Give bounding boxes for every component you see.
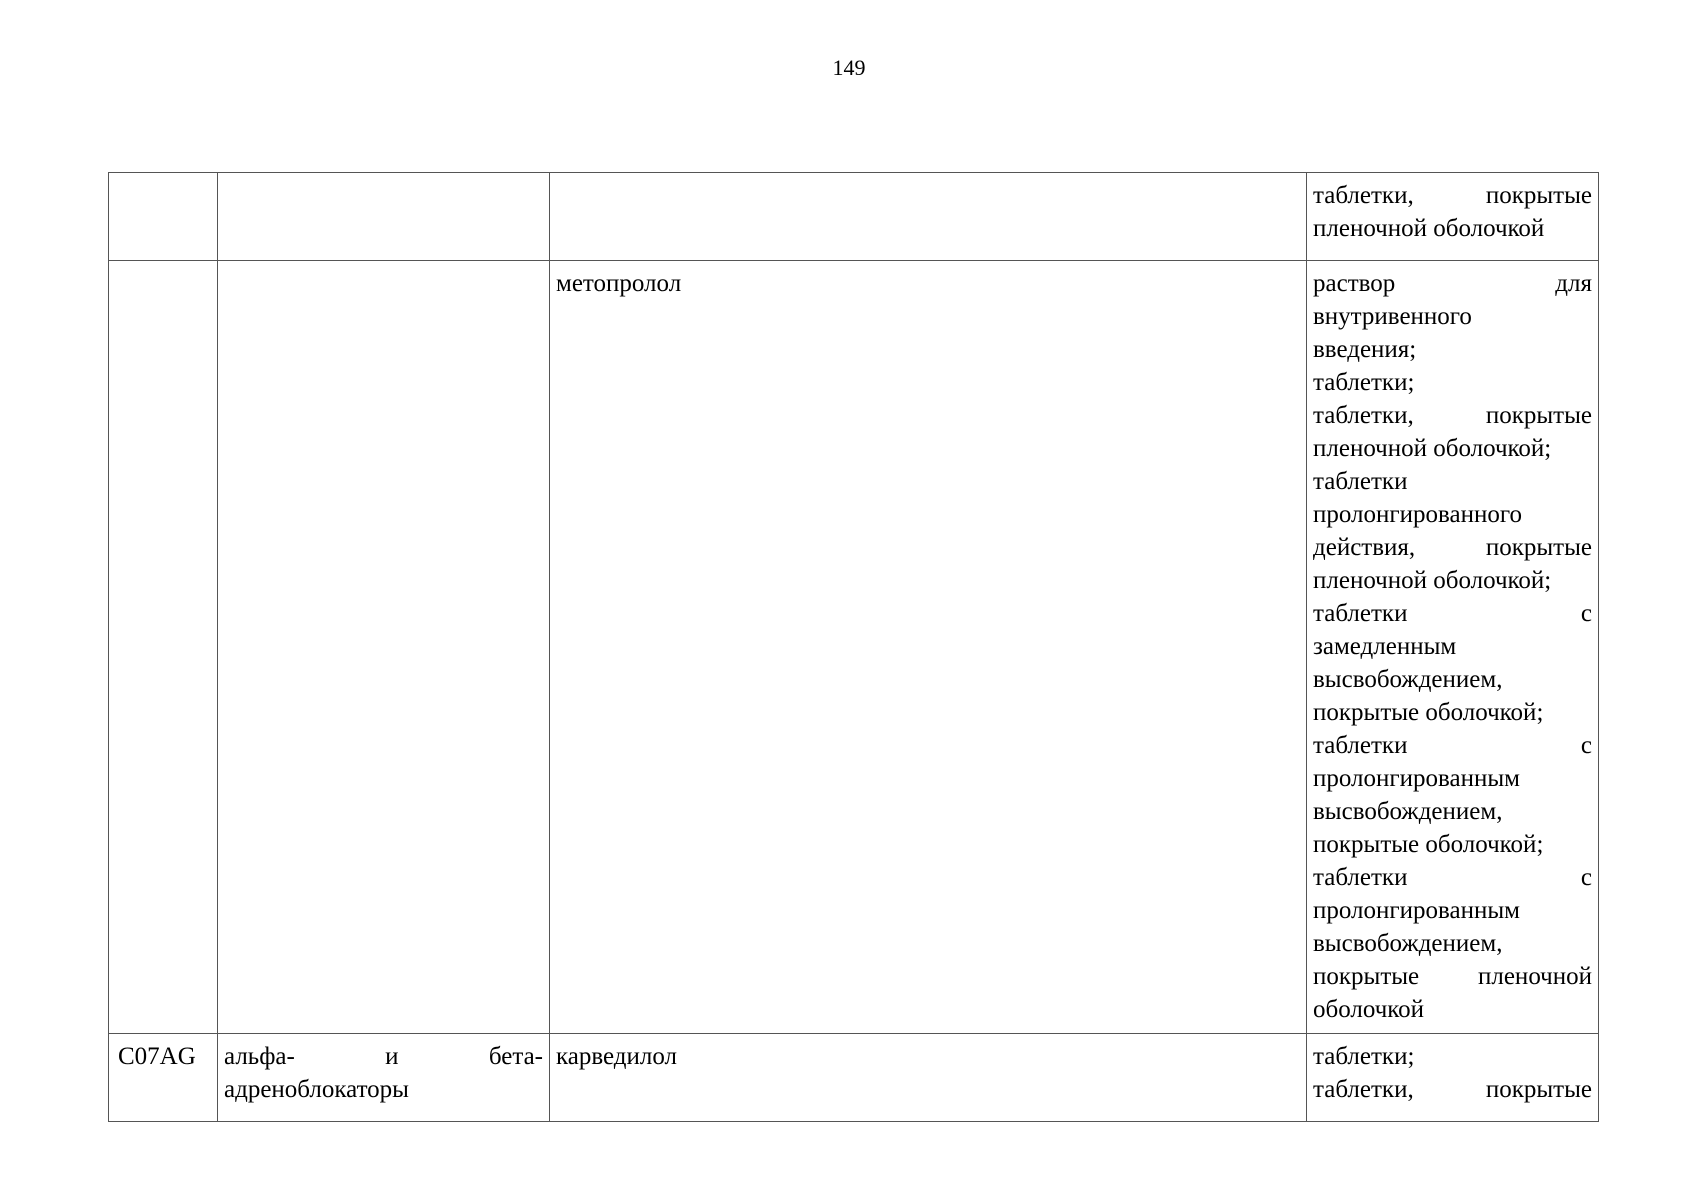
form-line: внутривенного: [1313, 303, 1472, 330]
cell-form: [1307, 1034, 1599, 1122]
form-line: пролонгированного: [1313, 501, 1522, 528]
form-line: высвобождением,: [1313, 930, 1503, 957]
cell-code: [109, 261, 218, 1034]
cell-drug: карведилол: [550, 1034, 1307, 1122]
group-line: адреноблокаторы: [224, 1076, 409, 1103]
cell-drug: метопролол: [550, 261, 1307, 1034]
form-line: введения;: [1313, 336, 1417, 363]
form-line: высвобождением,: [1313, 798, 1503, 825]
form-line: таблетки, покрытые: [1313, 402, 1592, 429]
cell-form: [1307, 261, 1599, 1034]
table-row: [109, 261, 1599, 1034]
form-line: покрытые оболочкой;: [1313, 699, 1544, 726]
cell-drug: [550, 173, 1307, 261]
form-line: покрытые пленочной: [1313, 963, 1592, 990]
form-line: таблетки с: [1313, 600, 1592, 627]
form-line: покрытые оболочкой;: [1313, 831, 1544, 858]
form-line: таблетки с: [1313, 732, 1592, 759]
cell-group: [218, 261, 550, 1034]
form-line: таблетки с: [1313, 864, 1592, 891]
cell-group: [218, 1034, 550, 1122]
form-line: пленочной оболочкой: [1313, 215, 1545, 242]
cell-code: [109, 173, 218, 261]
page-number: 149: [832, 55, 866, 80]
form-line: таблетки;: [1313, 1043, 1415, 1070]
form-line: таблетки: [1313, 468, 1408, 495]
form-line: пролонгированным: [1313, 897, 1520, 924]
form-line: таблетки;: [1313, 369, 1415, 396]
form-line: пленочной оболочкой;: [1313, 435, 1552, 462]
table-row: [109, 173, 1599, 261]
cell-group: [218, 173, 550, 261]
form-line: пролонгированным: [1313, 765, 1520, 792]
cell-code: C07AG: [109, 1034, 218, 1122]
form-line: таблетки, покрытые: [1313, 182, 1592, 209]
form-line: раствор для: [1313, 270, 1592, 297]
form-line: оболочкой: [1313, 996, 1425, 1023]
table-row: [109, 1034, 1599, 1122]
cell-form: [1307, 173, 1599, 261]
form-line: замедленным: [1313, 633, 1457, 660]
form-line: действия, покрытые: [1313, 534, 1592, 561]
form-line: таблетки, покрытые: [1313, 1076, 1592, 1103]
form-line: высвобождением,: [1313, 666, 1503, 693]
drug-table: [108, 172, 1599, 1122]
form-line: пленочной оболочкой;: [1313, 567, 1552, 594]
group-line: альфа- и бета-: [224, 1043, 543, 1070]
